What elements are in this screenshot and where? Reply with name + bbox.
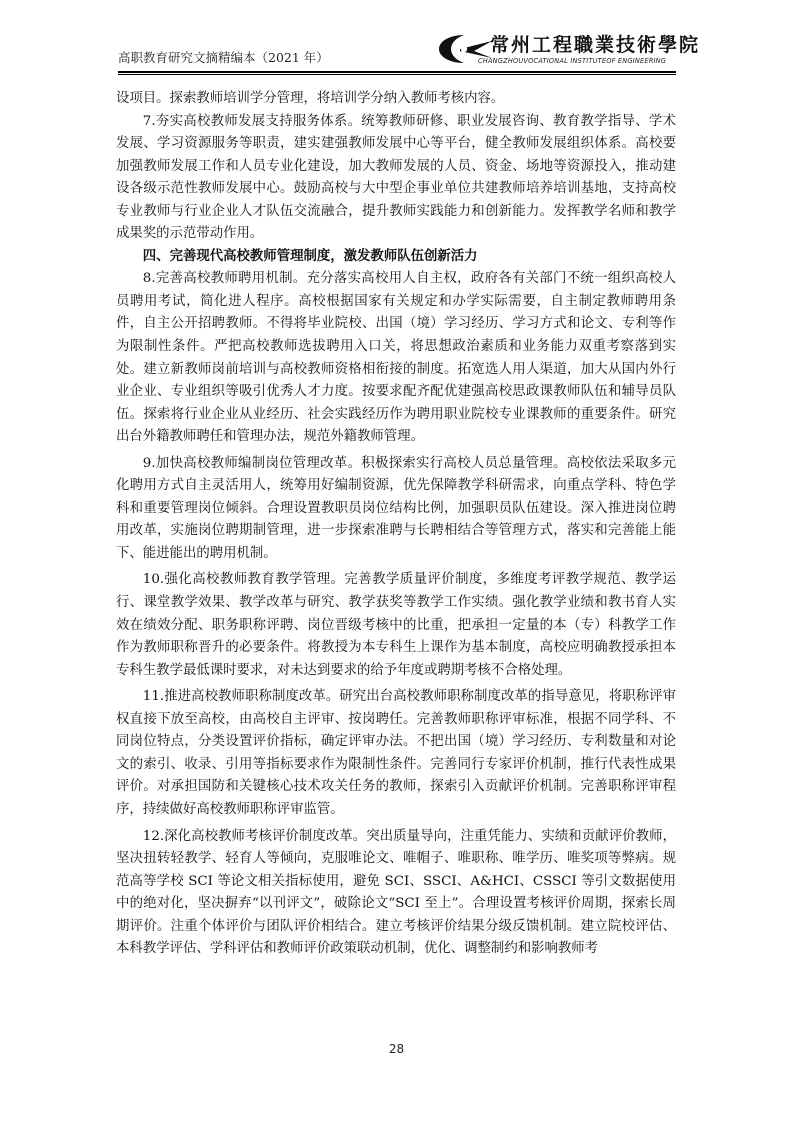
institution-name-cn: 常州工程職業技術學院 bbox=[490, 34, 701, 56]
document-body bbox=[116, 88, 676, 961]
paragraph-item-7: 7.夯实高校教师发展支持服务体系。统筹教师研修、职业发展咨询、教育教学指导、学术发展、学习资源服务等职责，建实建强教师发展中心等平台，健全教师发展组织体系。高校要加强教师发展工作和人员专业化建设，加大教师发展的人员、资金、场地等资源投入，推动建设各级示范性教师发展中心。鼓励高校与大中型企事业单位共建教师培养培训基地，支持高校专业教师与行业企业人才队伍交流融合，提升教师实践能力和创新能力。发挥教学名师和教学成果奖的示范带动作用。 bbox=[116, 113, 676, 242]
paragraph-item-9: 9.加快高校教师编制岗位管理改革。积极探索实行高校人员总量管理。高校依法采取多元化聘用方式自主灵活用人，统筹用好编制资源，优先保障教学科研需求，向重点学科、特色学科和重要管理岗位倾斜。合理设置教职员岗位结构比例，加强职员队伍建设。深入推进岗位聘用改革，实施岗位聘期制管理，进一步探索准聘与长聘相结合等管理方式，落实和完善能上能下、能进能出的聘用机制。 bbox=[116, 455, 676, 561]
paragraph-continuation: 设项目。探索教师培训学分管理，将培训学分纳入教师考核内容。 bbox=[116, 91, 505, 106]
page-header bbox=[118, 28, 701, 72]
header-divider-thin bbox=[118, 74, 676, 75]
paragraph-item-8: 8.完善高校教师聘用机制。充分落实高校用人自主权，政府各有关部门不统一组织高校人员聘用考试，简化进人程序。高校根据国家有关规定和办学实际需要，自主制定教师聘用条件，自主公开招聘教师。不得将毕业院校、出国（境）学习经历、学习方式和论文、专利等作为限制性条件。严把高校教师选拔聘用入口关，将思想政治素质和业务能力双重考察落到实处。建立新教师岗前培训与高校教师资格相衔接的制度。拓宽选人用人渠道，加大从国内外行业企业、专业组织等吸引优秀人才力度。按要求配齐配优建强高校思政课教师队伍和辅导员队伍。探索将行业企业从业经历、社会实践经历作为聘用职业院校专业课教师的重要条件。研究出台外籍教师聘任和管理办法，规范外籍教师管理。 bbox=[116, 271, 676, 445]
paragraph-item-11: 11.推进高校教师职称制度改革。研究出台高校教师职称制度改革的指导意见，将职称评审权直接下放至高校，由高校自主评审、按岗聘任。完善教师职称评审标准，根据不同学科、不同岗位特点，分类设置评价指标，确定评审办法。不把出国（境）学习经历、专利数量和对论文的索引、收录、引用等指标要求作为限制性条件。完善同行专家评价机制，推行代表性成果评价。对承担国防和关键核心技术攻关任务的教师，探索引入贡献评价机制。完善职称评审程序，持续做好高校教师职称评审监管。 bbox=[116, 689, 676, 817]
page-number: 28 bbox=[388, 1042, 405, 1056]
institution-name-en: CHANGZHOUVOCATIONAL INSTITUTEOF ENGINEERING bbox=[478, 57, 667, 65]
header-divider bbox=[118, 71, 676, 73]
paragraph-item-10: 10.强化高校教师教育教学管理。完善教学质量评价制度，多维度考评教学规范、教学运行、课堂教学效果、教学改革与研究、教学获奖等教学工作实绩。强化教学业绩和教书育人实效在绩效分配、职务职称评聘、岗位晋级考核中的比重，把承担一定量的本（专）科教学工作作为教师职称晋升的必要条件。将教授为本专科生上课作为基本制度，高校应明确教授承担本专科生教学最低课时要求，对未达到要求的给予年度或聘期考核不合格处理。 bbox=[116, 572, 676, 678]
paragraph-item-12: 12.深化高校教师考核评价制度改革。突出质量导向，注重凭能力、实绩和贡献评价教师，坚决扭转轻教学、轻育人等倾向，克服唯论文、唯帽子、唯职称、唯学历、唯奖项等弊病。规范高等学校 SCI 等论文相关指标使用，避免 SCI、SSCI、A&HCI、CSSCI 等引文数据使用中的绝对化，坚决摒弃“以刊评文”，破除论文“SCI 至上”。合理设置考核评价周期，探索长周期评价。注重个体评价与团队评价相结合。建立考核评价结果分级反馈机制。建立院校评估、本科教学评估、学科评估和教师评价政策联动机制，优化、调整制约和影响教师考 bbox=[116, 828, 676, 957]
section-heading-4: 四、完善现代高校教师管理制度，激发教师队伍创新活力 bbox=[142, 248, 478, 264]
publication-title: 高职教育研究文摘精编本（2021 年） bbox=[118, 50, 329, 65]
